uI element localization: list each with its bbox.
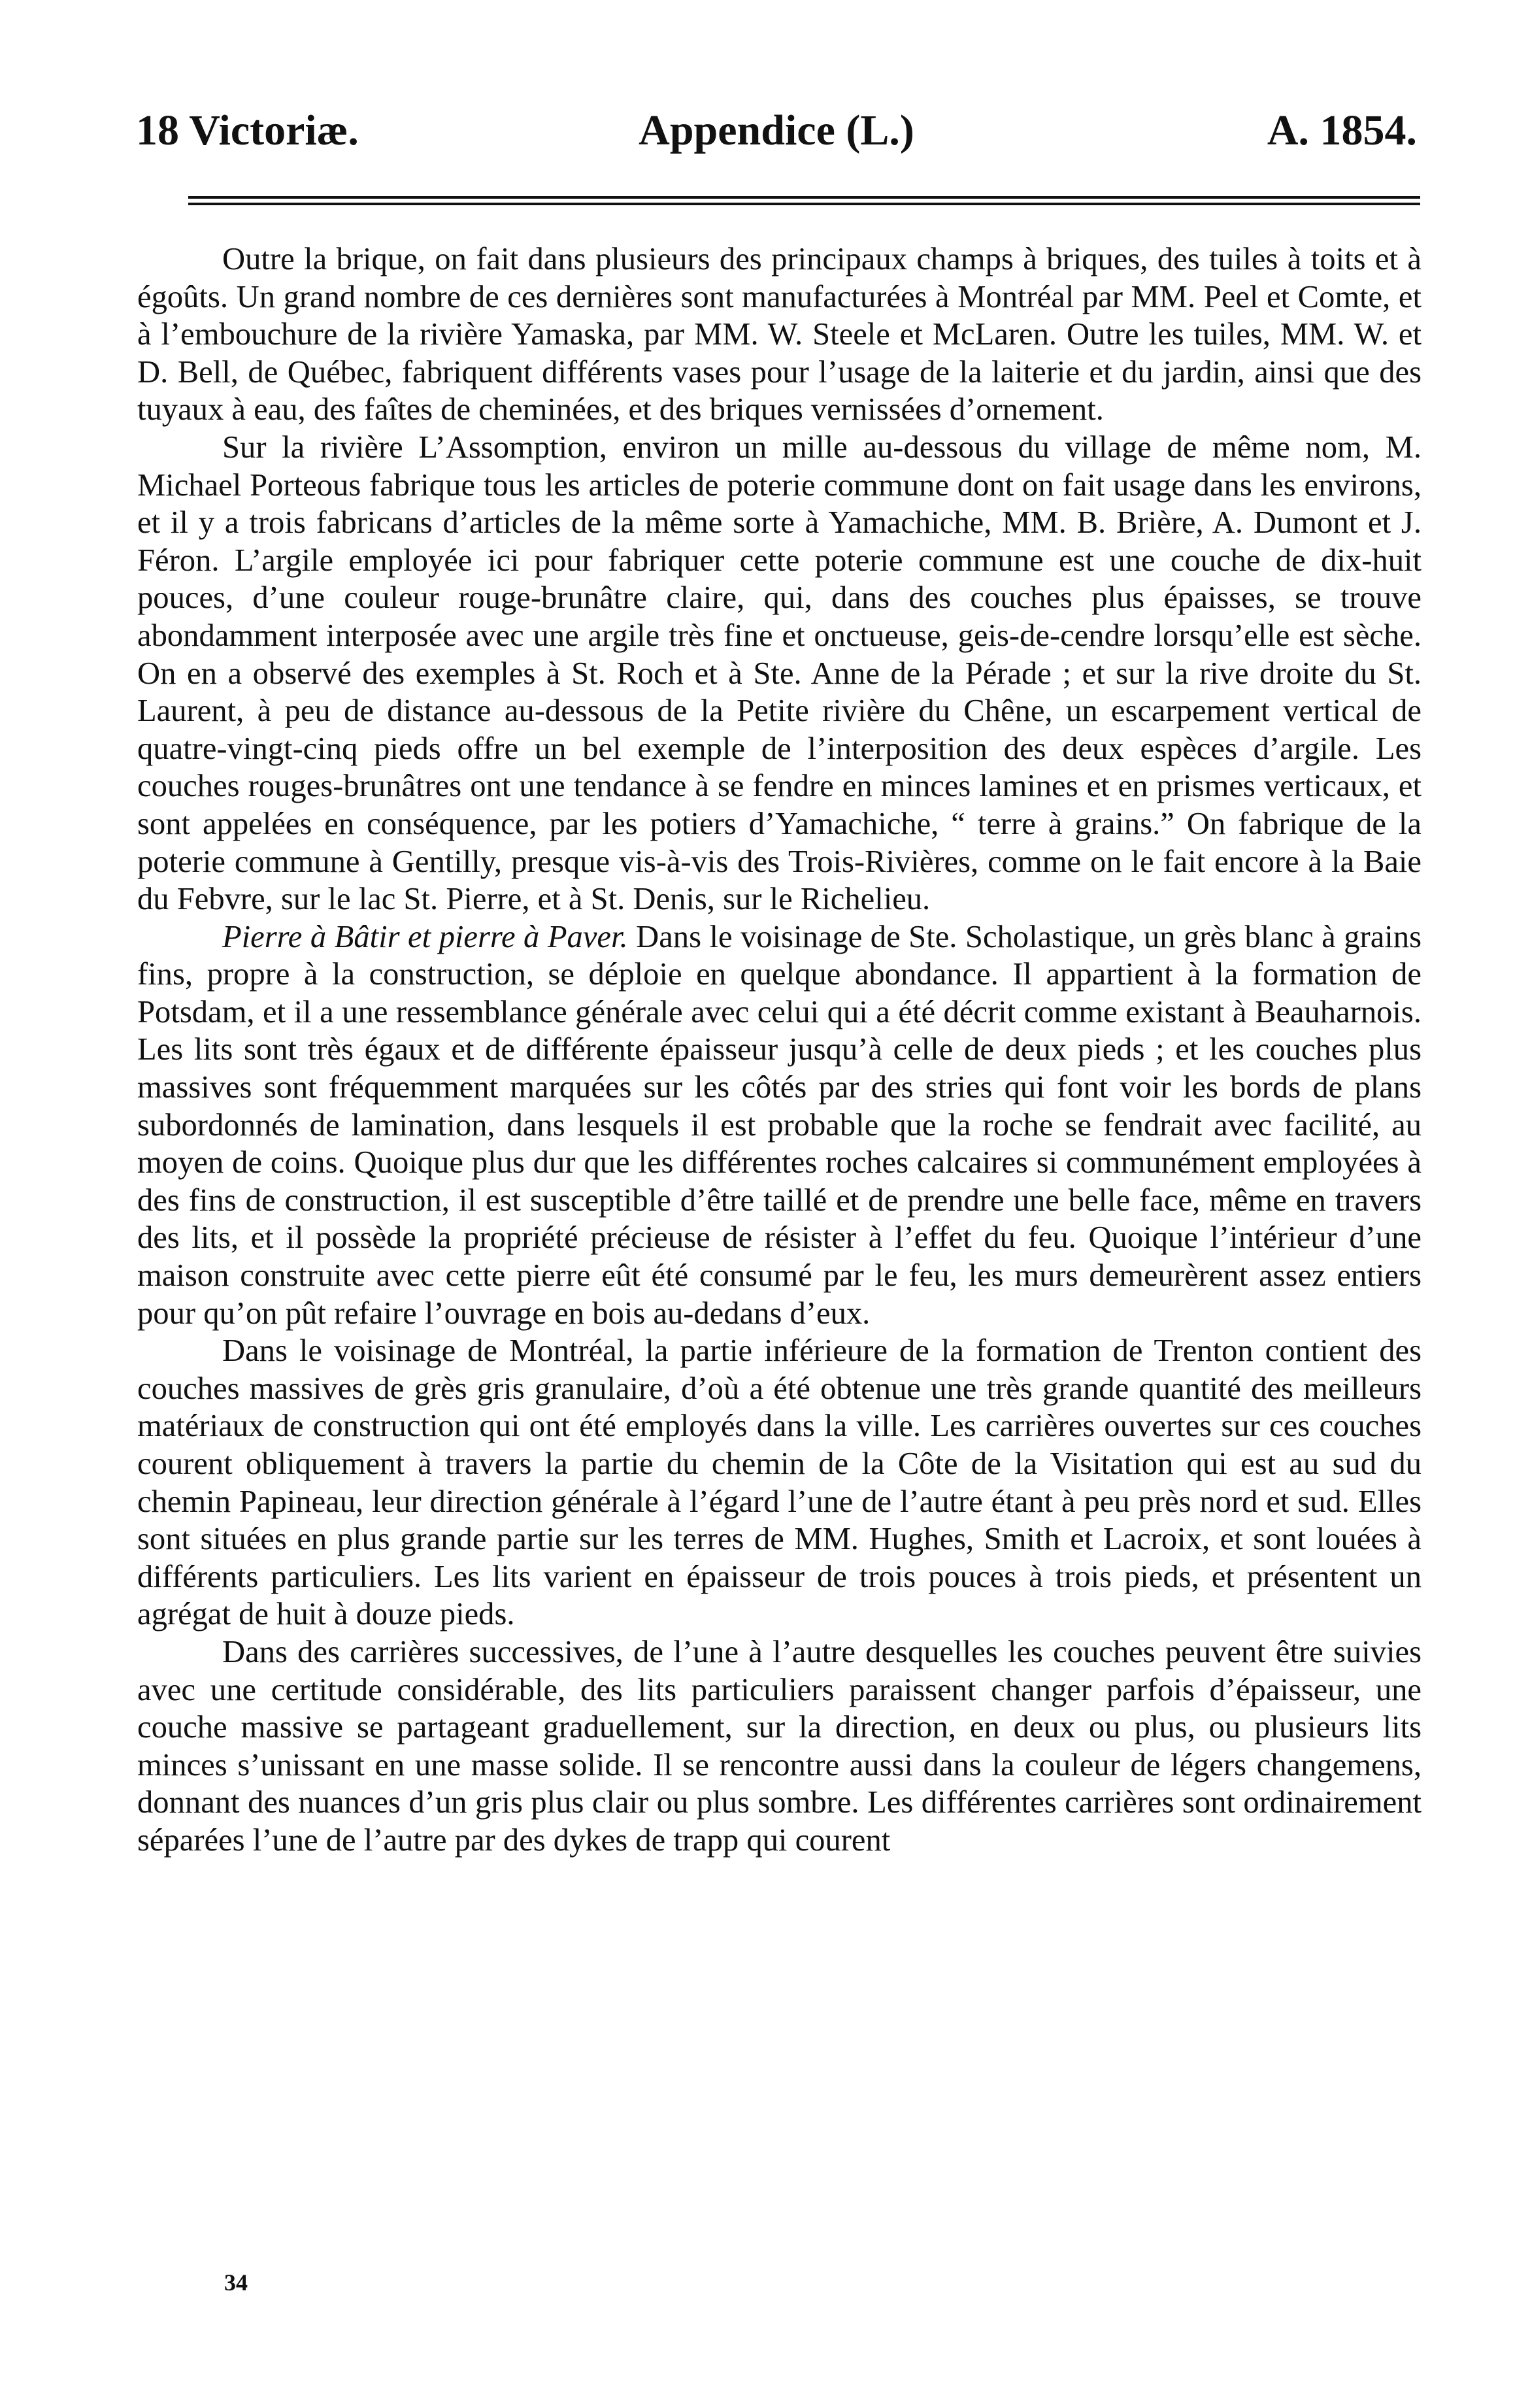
paragraph-text: Dans le voisinage de Ste. Scholastique, un grès blanc à grains fins, propre à la construction, se déploie en quelque abondance. Il appartient à la formation de Potsdam, et il a une ressemblance générale avec celui qui a été décrit comme existant à Beauharnois. Les lits sont très égaux et de différente épaisseur jusqu’à celle de deux pieds ; et les couches plus massives sont fréquemment marquées sur les côtés par des stries qui font voir les bords de plans subordonnés de lamination, dans lesquels il est probable que la roche se fendrait avec facilité, au moyen de coins. Quoique plus dur que les différentes roches calcaires si communément employées à des fins de construction, il est susceptible d’être taillé et de prendre une belle face, même en travers des lits, et il possède la propriété précieuse de résister à l’effet du feu. Quoique l’intérieur d’une maison construite avec cette pierre eût été consumé par le feu, les murs demeurèrent assez entiers pour qu’on pût refaire l’ouvrage en bois au-dedans d’eux. bbox=[137, 918, 1422, 1331]
header-rule-top bbox=[188, 196, 1420, 199]
header-appendix: Appendice (L.) bbox=[639, 107, 914, 154]
header-session: 18 Victoriæ. bbox=[136, 107, 359, 154]
body-text bbox=[137, 241, 1422, 1860]
paragraph-text: Outre la brique, on fait dans plusieurs des principaux champs à briques, des tuiles à toits et à égoûts. Un grand nombre de ces dernières sont manufacturées à Montréal par MM. Peel et Comte, et à l’embouchure de la rivière Yamaska, par MM. W. Steele et McLaren. Outre les tuiles, MM. W. et D. Bell, de Québec, fabriquent différents vases pour l’usage de la laiterie et du jardin, ainsi que des tuyaux à eau, des faîtes de cheminées, et des briques vernissées d’ornement. bbox=[137, 241, 1422, 427]
header-rule-bottom bbox=[188, 203, 1420, 205]
paragraph-montreal-quarries bbox=[137, 1332, 1422, 1633]
paragraph-pottery bbox=[137, 429, 1422, 918]
paragraph-text: Dans le voisinage de Montréal, la partie inférieure de la formation de Trenton contient des couches massives de grès gris granulaire, d’où a été obtenue une très grande quantité des meilleurs matériaux de construction qui ont été employés dans la ville. Les carrières ouvertes sur ces couches courent obliquement à travers la partie du chemin de la Côte de la Visitation qui est au sud du chemin Papineau, leur direction générale à l’égard l’une de l’autre étant à peu près nord et sud. Elles sont situées en plus grande partie sur les terres de MM. Hughes, Smith et Lacroix, et sont louées à différents particuliers. Les lits varient en épaisseur de trois pouces à trois pieds, et présentent un agrégat de huit à douze pieds. bbox=[137, 1333, 1422, 1632]
paragraph-tiles bbox=[137, 241, 1422, 429]
section-heading: Pierre à Bâtir et pierre à Paver. bbox=[222, 918, 628, 954]
page-number: 34 bbox=[224, 2269, 248, 2296]
paragraph-successive-quarries bbox=[137, 1633, 1422, 1860]
page-header bbox=[136, 98, 1417, 163]
paragraph-building-stone bbox=[137, 918, 1422, 1333]
paragraph-text: Sur la rivière L’Assomption, environ un mille au-dessous du village de même nom, M. Michael Porteous fabrique tous les articles de poterie commune dont on fait usage dans les environs, et il y a trois fabricans d’articles de la même sorte à Yamachiche, MM. B. Brière, A. Dumont et J. Féron. L’argile employée ici pour fabriquer cette poterie commune est une couche de dix-huit pouces, d’une couleur rouge-brunâtre claire, qui, dans des couches plus épaisses, se trouve abondamment interposée avec une argile très fine et onctueuse, geis-de-cendre lorsqu’elle est sèche. On en a observé des exemples à St. Roch et à Ste. Anne de la Pérade ; et sur la rive droite du St. Laurent, à peu de distance au-dessous de la Petite rivière du Chêne, un escarpement vertical de quatre-vingt-cinq pieds offre un bel exemple de l’interposition des deux espèces d’argile. Les couches rouges-brunâtres ont une tendance à se fendre en minces lamines et en prismes verticaux, et sont appelées en conséquence, par les potiers d’Yamachiche, “ terre à grains.” On fabrique de la poterie commune à Gentilly, presque vis-à-vis des Trois-Rivières, comme on le fait encore à la Baie du Febvre, sur le lac St. Pierre, et à St. Denis, sur le Richelieu. bbox=[137, 429, 1422, 917]
header-year: A. 1854. bbox=[1267, 107, 1417, 154]
paragraph-text: Dans des carrières successives, de l’une à l’autre desquelles les couches peuvent être suivies avec une certitude considérable, des lits particuliers paraissent changer parfois d’épaisseur, une couche massive se partageant graduellement, sur la direction, en deux ou plus, ou plusieurs lits minces s’unissant en une masse solide. Il se rencontre aussi dans la couleur de légers changemens, donnant des nuances d’un gris plus clair ou plus sombre. Les différentes carrières sont ordinairement séparées l’une de l’autre par des dykes de trapp qui courent bbox=[137, 1633, 1422, 1858]
